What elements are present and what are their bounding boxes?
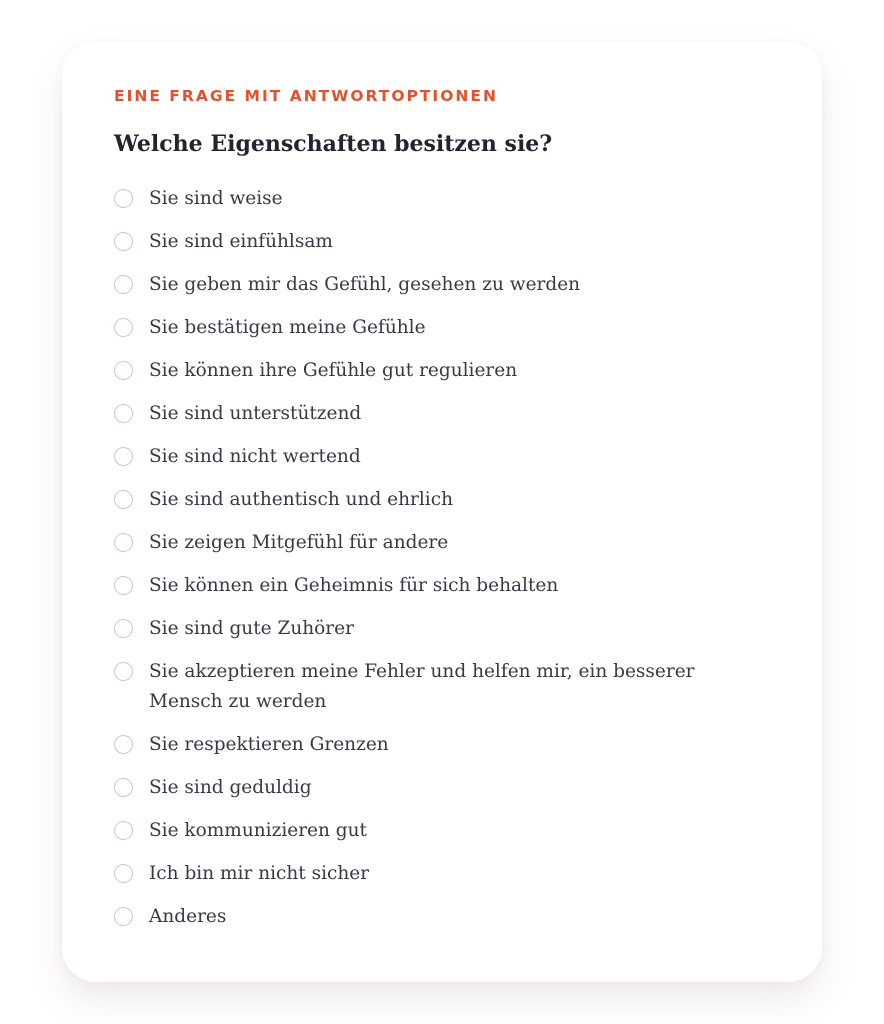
answer-option[interactable]	[114, 902, 770, 945]
answer-option-label: Sie können ihre Gefühle gut regulieren	[149, 360, 518, 381]
answer-option-label: Sie kommunizieren gut	[149, 820, 367, 841]
answer-option[interactable]	[114, 442, 770, 485]
answer-option[interactable]	[114, 571, 770, 614]
radio-button[interactable]	[114, 447, 133, 466]
answer-option-label: Sie respektieren Grenzen	[149, 734, 389, 755]
answer-option[interactable]	[114, 313, 770, 356]
question-type-label: EINE FRAGE MIT ANTWORTOPTIONEN	[114, 87, 498, 105]
answer-option-label: Ich bin mir nicht sicher	[149, 863, 370, 884]
answer-option-label: Sie zeigen Mitgefühl für andere	[149, 532, 449, 553]
radio-button[interactable]	[114, 821, 133, 840]
answer-option[interactable]	[114, 356, 770, 399]
radio-button[interactable]	[114, 189, 133, 208]
radio-button[interactable]	[114, 275, 133, 294]
answer-option-label: Sie sind authentisch und ehrlich	[149, 489, 453, 510]
radio-button[interactable]	[114, 907, 133, 926]
answer-option-label: Sie bestätigen meine Gefühle	[149, 317, 426, 338]
radio-button[interactable]	[114, 361, 133, 380]
question-card	[62, 42, 822, 982]
answer-option[interactable]	[114, 270, 770, 313]
answer-option-label: Sie sind unterstützend	[149, 403, 362, 424]
radio-button[interactable]	[114, 662, 133, 681]
radio-button[interactable]	[114, 318, 133, 337]
answer-option-label: Sie akzeptieren meine Fehler und helfen mir, ein besserer Mensch zu werden	[149, 661, 695, 712]
answer-option-label: Sie können ein Geheimnis für sich behalten	[149, 575, 559, 596]
answer-option-label: Sie geben mir das Gefühl, gesehen zu werden	[149, 274, 581, 295]
radio-button[interactable]	[114, 404, 133, 423]
answer-option-label: Sie sind einfühlsam	[149, 231, 333, 252]
answer-option-label: Sie sind nicht wertend	[149, 446, 361, 467]
radio-button[interactable]	[114, 490, 133, 509]
radio-button[interactable]	[114, 778, 133, 797]
answer-option-label: Sie sind gute Zuhörer	[149, 618, 354, 639]
answer-options-list	[114, 184, 770, 945]
answer-option[interactable]	[114, 528, 770, 571]
answer-option[interactable]	[114, 773, 770, 816]
radio-button[interactable]	[114, 232, 133, 251]
answer-option[interactable]	[114, 730, 770, 773]
question-title: Welche Eigenschaften besitzen sie?	[114, 131, 553, 157]
radio-button[interactable]	[114, 576, 133, 595]
answer-option[interactable]	[114, 816, 770, 859]
answer-option-label: Sie sind geduldig	[149, 777, 312, 798]
radio-button[interactable]	[114, 533, 133, 552]
answer-option[interactable]	[114, 485, 770, 528]
radio-button[interactable]	[114, 864, 133, 883]
radio-button[interactable]	[114, 735, 133, 754]
answer-option[interactable]	[114, 184, 770, 227]
answer-option-label: Anderes	[149, 906, 227, 927]
answer-option[interactable]	[114, 614, 770, 657]
radio-button[interactable]	[114, 619, 133, 638]
answer-option[interactable]	[114, 399, 770, 442]
answer-option[interactable]	[114, 227, 770, 270]
answer-option[interactable]	[114, 859, 770, 902]
answer-option[interactable]	[114, 657, 770, 730]
answer-option-label: Sie sind weise	[149, 188, 283, 209]
